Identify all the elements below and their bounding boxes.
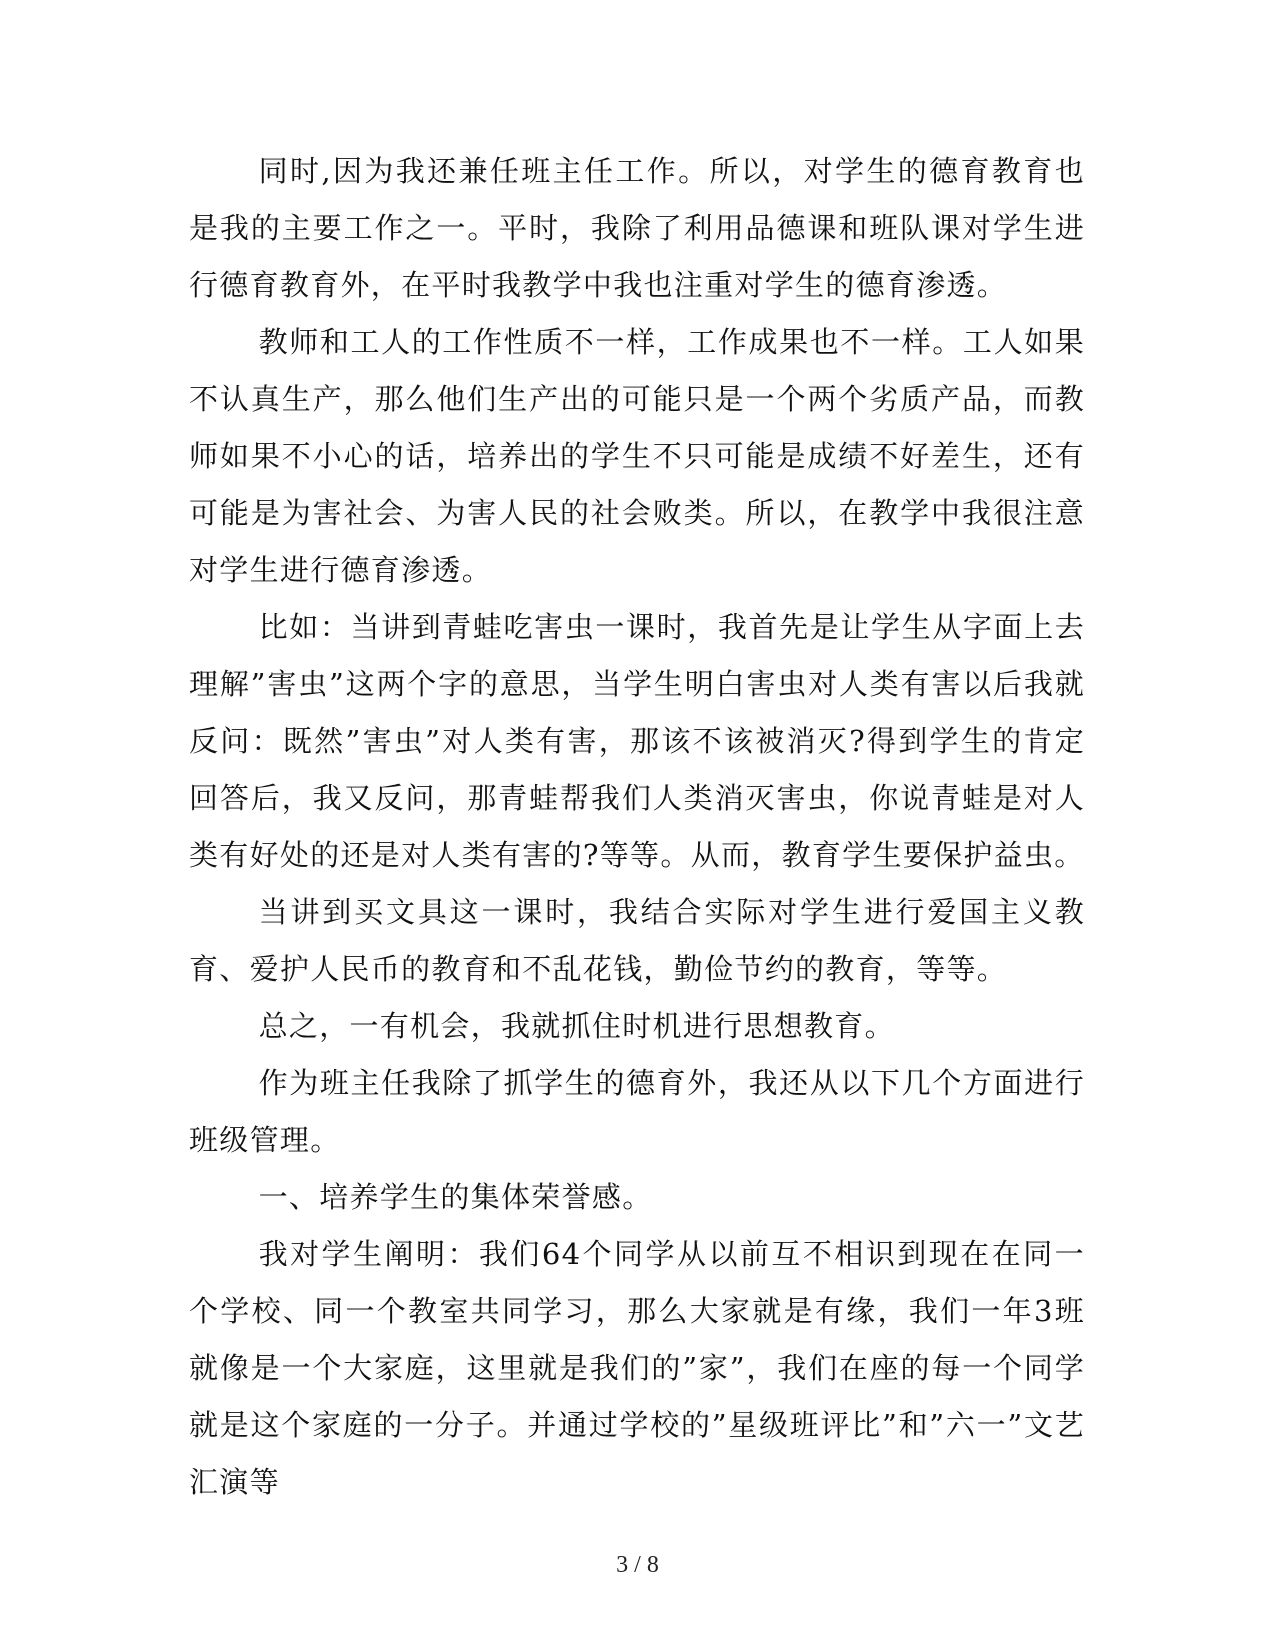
paragraph-class-management-intro: 作为班主任我除了抓学生的德育外，我还从以下几个方面进行班级管理。 bbox=[189, 1066, 1085, 1157]
document-body bbox=[189, 143, 1085, 1511]
paragraph-teacher-vs-worker: 教师和工人的工作性质不一样，工作成果也不一样。工人如果不认真生产，那么他们生产出的可能只是一个两个劣质产品，而教师如果不小心的话，培养出的学生不只可能是成绩不好差生，还有可能是为害社会、为害人民的社会败类。所以，在教学中我很注意对学生进行德育渗透。 bbox=[189, 325, 1085, 587]
paragraph-moral-education-role: 同时,因为我还兼任班主任工作。所以，对学生的德育教育也是我的主要工作之一。平时，我除了利用品德课和班队课对学生进行德育教育外，在平时我教学中我也注重对学生的德育渗透。 bbox=[189, 154, 1085, 302]
paragraph-frog-lesson-example: 比如：当讲到青蛙吃害虫一课时，我首先是让学生从字面上去理解”害虫”这两个字的意思，当学生明白害虫对人类有害以后我就反问：既然”害虫”对人类有害，那该不该被消灭?得到学生的肯定回答后，我又反问，那青蛙帮我们人类消灭害虫，你说青蛙是对人类有好处的还是对人类有害的?等等。从而，教育学生要保护益虫。 bbox=[189, 610, 1085, 872]
paragraph-class-as-family: 我对学生阐明：我们64个同学从以前互不相识到现在在同一个学校、同一个教室共同学习，那么大家就是有缘，我们一年3班就像是一个大家庭，这里就是我们的”家”，我们在座的每一个同学就是这个家庭的一分子。并通过学校的”星级班评比”和”六一”文艺汇演等 bbox=[189, 1237, 1085, 1499]
section-heading-collective-honor: 一、培养学生的集体荣誉感。 bbox=[258, 1180, 653, 1214]
paragraph-stationery-lesson: 当讲到买文具这一课时，我结合实际对学生进行爱国主义教育、爱护人民币的教育和不乱花钱，勤俭节约的教育，等等。 bbox=[189, 895, 1085, 986]
page-number: 3 / 8 bbox=[616, 1552, 659, 1578]
paragraph-summary: 总之，一有机会，我就抓住时机进行思想教育。 bbox=[258, 1009, 895, 1043]
